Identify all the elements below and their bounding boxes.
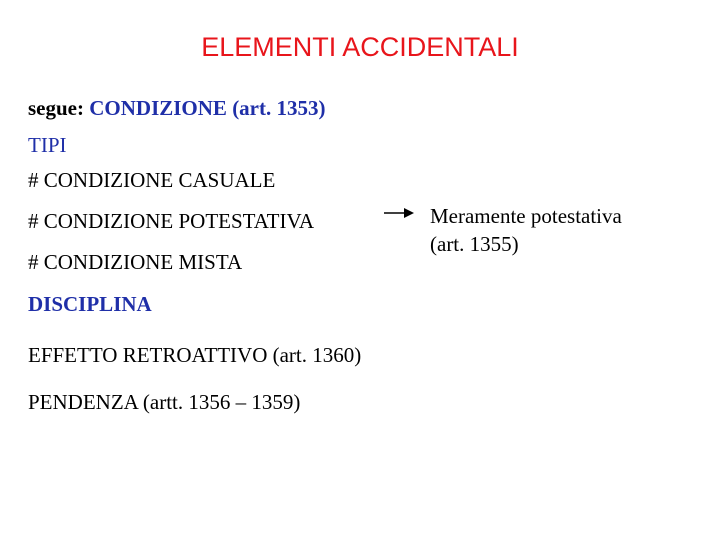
condizione-reference: CONDIZIONE (art. 1353) [89,96,326,120]
tipo-casuale: # CONDIZIONE CASUALE [28,168,276,192]
tipo-mista: # CONDIZIONE MISTA [28,250,243,274]
pendenza: PENDENZA (artt. 1356 – 1359) [28,390,301,414]
meramente-potestativa-note [430,202,622,258]
arrow-right-icon [384,205,414,221]
slide-title: ELEMENTI ACCIDENTALI [201,32,519,62]
effetto-retroattivo: EFFETTO RETROATTIVO (art. 1360) [28,343,362,367]
segue-line [28,95,326,121]
tipi-heading: TIPI [28,133,67,157]
disciplina-heading: DISCIPLINA [28,292,152,316]
note-line-1: Meramente potestativa [430,204,622,228]
tipo-potestativa: # CONDIZIONE POTESTATIVA [28,209,315,233]
segue-prefix: segue: [28,96,90,120]
note-line-2: (art. 1355) [430,232,519,256]
